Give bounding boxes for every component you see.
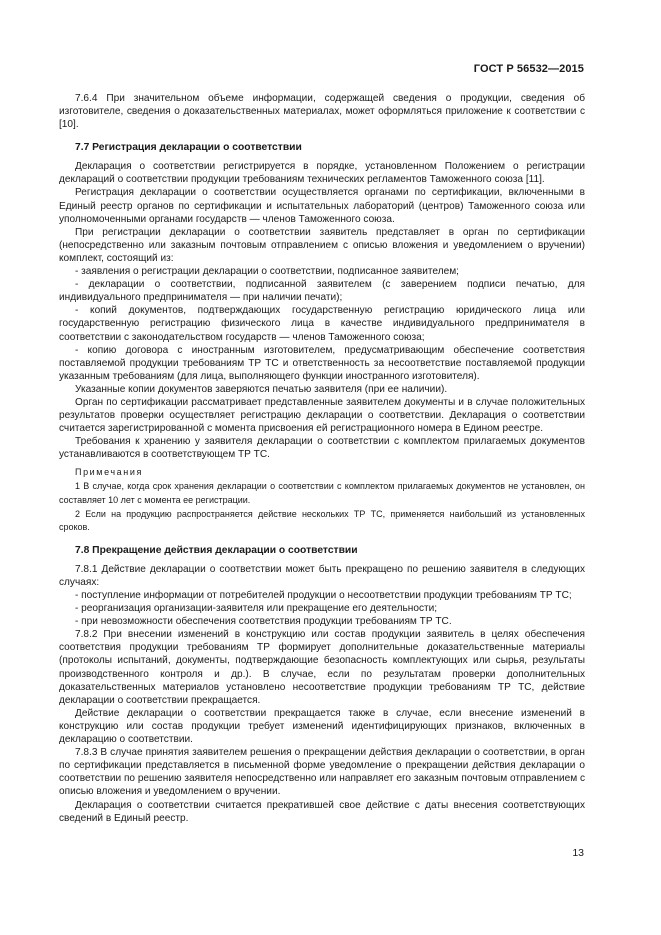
document-header: ГОСТ Р 56532—2015 <box>473 63 584 75</box>
document-body <box>59 92 585 825</box>
list-item: - заявления о регистрации декларации о соответствии, подписанное заявителем; <box>75 266 459 278</box>
list-item: - при невозможности обеспечения соответствия продукции требованиям ТР ТС. <box>75 616 452 628</box>
paragraph: Регистрация декларации о соответствии осуществляется органами по сертификации, включенными в Единый реестр органов по сертификации и испытательных лабораторий (центров) Таможенного союза или уполномоченными органами государств — членов Таможенного союза. <box>59 187 585 225</box>
paragraph: 7.8.1 Действие декларации о соответствии может быть прекращено по решению заявителя в следующих случаях: <box>59 563 585 588</box>
list-item: - поступление информации от потребителей продукции о несоответствии продукции требованиям ТР ТС; <box>75 590 572 601</box>
paragraph: 7.8.3 В случае принятия заявителем решения о прекращении действия декларации о соответствии, в орган по сертификации представляется в письменной форме уведомление о прекращении действия декларации о соответствии по решению заявителя непосредственно или направляет его заказным почтовым отправлением с описью вложения и уведомлением о вручении. <box>59 747 585 798</box>
page-number: 13 <box>572 847 584 859</box>
paragraph: 7.8.2 При внесении изменений в конструкцию или состав продукции заявитель в целях обеспечения соответствия продукции требованиям ТР формирует дополнительные доказательственные материалы (протоколы испытаний, документы, подтверждающие безопасность комплектующих или сырья, результаты производственного контроля и др.). В случае, если по результатам проверки дополнительных доказательственных материалов установлено несоответствие продукции требованиям ТР ТС, действие декларации о соответствии прекращается. <box>59 629 585 706</box>
list-item: - копий документов, подтверждающих государственную регистрацию юридического лица или государственную регистрацию физического лица в качестве индивидуального предпринимателя в соответствии с законодательством государств — членов Таможенного союза; <box>59 305 585 343</box>
section-7-7-heading: 7.7 Регистрация декларации о соответствии <box>75 142 302 154</box>
paragraph: Действие декларации о соответствии прекращается также в случае, если внесение изменений в конструкцию или состав продукции требует изменений идентифицирующих признаков, включенных в декларацию о соответствии. <box>59 707 585 746</box>
list-item: - декларации о соответствии, подписанной заявителем (с заверением подписи печатью, для индивидуального предпринимателя — при наличии печати); <box>59 279 585 304</box>
note-item: 1 В случае, когда срок хранения декларации о соответствии с комплектом прилагаемых документов не установлен, он составляет 10 лет с момента ее регистрации. <box>59 481 585 505</box>
paragraph: Указанные копии документов заверяются печатью заявителя (при ее наличии). <box>75 383 448 395</box>
list-item: - копию договора с иностранным изготовителем, предусматривающим обеспечение соответствия поставляемой продукции требованиям ТР ТС и ответственность за несоответствие поставляемой продукции указанным требованиям (для лица, выполняющего функции иностранного изготовителя). <box>59 344 585 382</box>
paragraph: Декларация о соответствии считается прекратившей свое действие с даты внесения соответствующих сведений в Единый реестр. <box>59 799 585 824</box>
paragraph: Декларация о соответствии регистрируется в порядке, установленном Положением о регистрации деклараций о соответствии продукции требованиям технических регламентов Таможенного союза [11]. <box>59 161 585 186</box>
section-7-8-heading: 7.8 Прекращение действия декларации о соответствии <box>75 544 358 556</box>
paragraph: Орган по сертификации рассматривает представленные заявителем документы и в случае положительных результатов проверки осуществляет регистрацию декларации о соответствии. Декларация о соответствии считается зарегистрированной с момента присвоения ей регистрационного номера в Едином реестре. <box>59 396 585 435</box>
notes-heading: Примечания <box>75 467 143 478</box>
paragraph-7-6-4: 7.6.4 При значительном объеме информации, содержащей сведения о продукции, сведения об изготовителе, сведения о доказательственных материалах, может оформляться приложение к соответствии с [10]. <box>59 93 585 131</box>
list-item: - реорганизация организации-заявителя или прекращение его деятельности; <box>75 603 438 615</box>
note-item: 2 Если на продукцию распространяется действие нескольких ТР ТС, применяется наибольший из установленных сроков. <box>59 508 585 532</box>
paragraph: При регистрации декларации о соответствии заявитель представляет в орган по сертификации (непосредственно или заказным почтовым отправлением с описью вложения и уведомлением о вручении) комплект, состоящий из: <box>59 226 585 264</box>
paragraph: Требования к хранению у заявителя декларации о соответствии с комплектом прилагаемых документов устанавливаются в соответствующем ТР ТС. <box>59 436 585 461</box>
